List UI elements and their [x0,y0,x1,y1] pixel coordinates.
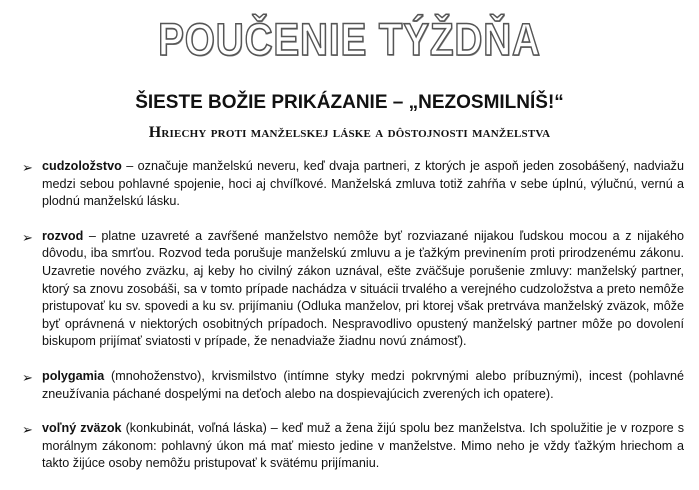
item-description: – označuje manželskú neveru, keď dvaja partneri, z ktorých je aspoň jeden zosobášený, nadviažu medzi sebou pohlavné spojenie, hoci aj chvíľkové. Manželská zmluva totiž zahŕňa v sebe úplnú, výlučnú, vernú a plodnú manželskú lásku. [42,159,684,209]
item-term: voľný zväzok [42,421,122,436]
sin-list [22,158,684,490]
list-item [22,368,684,403]
item-description: (konkubinát, voľná láska) – keď muž a žena žijú spolu bez manželstva. Ich spolužitie je v rozpore s morálnym zákonom: pohlavný úkon má mať miesto jedine v manželstve. Mimo neho je vždy ťažkým hriechom a takto žijúce osoby nemôžu pristupovať k svätému prijímaniu. [42,421,684,471]
list-item [22,228,684,351]
arrow-bullet-icon: ➢ [22,160,33,175]
arrow-bullet-icon: ➢ [22,422,33,438]
arrow-bullet-icon: ➢ [22,369,33,385]
item-term: rozvod [42,228,84,243]
item-term: polygamia [42,368,105,383]
item-description: – platne uzavreté a zavŕšené manželstvo nemôže byť rozviazané nijakou ľudskou mocou a z nijakého dôvodu, iba smrťou. Rozvod teda porušuje manželskú zmluvu a je ťažkým previnením proti prirodzenému zákonu. Uzavretie nového zväzku, aj keby ho civilný zákon uznával, ešte zväčšuje porušenie zmluvy: manželský partner, ktorý sa znovu zosobáši, sa v tomto prípade nachádza v situácii trvalého a verejného cudzoložstva a preto nemôže pristupovať ku sv. spovedi a ku sv. prijímaniu (Odluka manželov, pri ktorej však pretrváva manželský zväzok, môže byť oprávnená v niektorých osobitných prípadoch. Nespravodlivo opustený manželský partner môže po dovolení biskupom prijímať sviatosti v prípade, že nenadviaže žiadnu novú známosť). [42,228,684,349]
commandment-heading: ŠIESTE BOŽIE PRIKÁZANIE – „NEZOSMILNÍŠ!“ [135,92,564,113]
item-term: cudzoložstvo [42,159,122,173]
item-description: (mnohoženstvo), krvismilstvo (intímne styky medzi pokrvnými alebo príbuznými), incest (pohlavné zneužívania páchané dospelými na deťoch alebo na dospievajúcich zverených ich opatere). [42,368,684,401]
banner-title: POUČENIE TÝŽDŇA [158,14,541,65]
section-subheading: Hriechy proti manželskej láske a dôstojnosti manželstva [148,124,551,141]
list-item [22,158,684,211]
list-item [22,420,684,473]
arrow-bullet-icon: ➢ [22,229,33,245]
